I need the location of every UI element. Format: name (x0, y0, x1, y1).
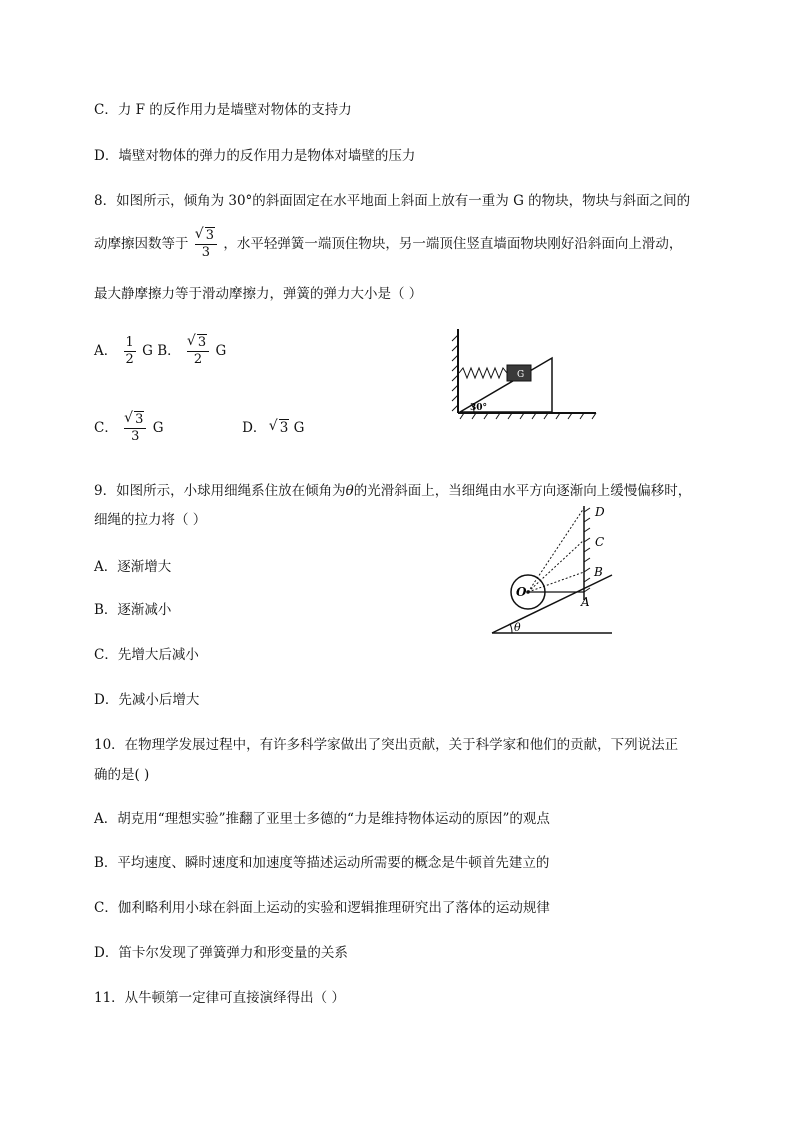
q7-option-d: D．墙壁对物体的弹力的反作用力是物体对墙壁的压力 (94, 148, 416, 164)
q9-stem-line2: 细绳的拉力将（ ） (94, 512, 207, 528)
q8-option-b-fraction: √ $\frac{3}{2}$ (187, 335, 209, 368)
q8-option-d-sqrt: √ 3 (271, 418, 290, 438)
q8-friction-fraction: √ $\frac{3}{3}$ (195, 228, 217, 261)
q8-figure (450, 325, 600, 420)
q8-option-c-fraction: √ $\frac{3}{3}$ (124, 412, 146, 445)
q8-option-c-label: C． (94, 420, 118, 436)
q9-option-d: D．先减小后增大 (94, 692, 200, 708)
q10-stem-line2: 确的是( ) (94, 767, 150, 783)
q8-stem-line3: 最大静摩擦力等于滑动摩擦力，弹簧的弹力大小是（ ） (94, 286, 423, 302)
q7-option-c: C．力 F 的反作用力是墙壁对物体的支持力 (94, 102, 352, 118)
q8-option-b-unit: G (215, 343, 227, 359)
q9-label-o: O (516, 585, 527, 599)
q8-options-ab (94, 335, 226, 368)
q8-text-a: 动摩擦因数等于 (94, 236, 189, 252)
q8-option-d-unit: G (293, 420, 305, 436)
q9-label-b: B (594, 565, 603, 579)
q9-label-c: C (595, 535, 605, 549)
q8-block-label: G (517, 370, 525, 380)
q10-option-b: B．平均速度、瞬时速度和加速度等描述运动所需要的概念是牛顿首先建立的 (94, 855, 550, 871)
q9-label-a: A (581, 595, 590, 609)
q9-label-d: D (595, 505, 605, 519)
q9-option-b: B．逐渐减小 (94, 602, 172, 618)
q8-stem-line2 (94, 228, 682, 261)
q9-option-c: C．先增大后减小 (94, 647, 199, 663)
q8-angle-label: 30° (470, 403, 488, 413)
q11-stem: 11．从牛顿第一定律可直接演绎得出（ ） (94, 990, 345, 1006)
q9-figure (490, 500, 620, 640)
q8-option-c-unit: G (152, 420, 164, 436)
q9-label-theta: θ (514, 621, 521, 634)
q8-option-b-label: G B． (142, 343, 181, 359)
q10-option-a: A．胡克用“理想实验”推翻了亚里士多德的“力是维持物体运动的原因”的观点 (94, 811, 550, 827)
q8-text-b: ，水平轻弹簧一端顶住物块，另一端顶住竖直墙面物块刚好沿斜面向上滑动， (223, 236, 683, 252)
q8-option-d-label: D． (242, 420, 267, 436)
q8-stem-line1: 8．如图所示，倾角为 30°的斜面固定在水平地面上斜面上放有一重为 G 的物块，物块与斜面之间的 (94, 193, 691, 209)
q8-option-a-fraction: $\frac{1}{2}$ (125, 335, 134, 367)
q10-stem-line1: 10．在物理学发展过程中，有许多科学家做出了突出贡献，关于科学家和他们的贡献，下列说法正 (94, 737, 679, 753)
q9-stem-line1: 9．如图所示，小球用细绳系住放在倾角为θ的光滑斜面上，当细绳由水平方向逐渐向上缓慢偏移时， (94, 483, 692, 499)
q8-option-a-label: A． (94, 343, 118, 359)
q10-option-c: C．伽利略利用小球在斜面上运动的实验和逻辑推理研究出了落体的运动规律 (94, 900, 550, 916)
q9-option-a: A．逐渐增大 (94, 559, 172, 575)
q8-options-cd (94, 412, 304, 445)
q10-option-d: D．笛卡尔发现了弹簧弹力和形变量的关系 (94, 945, 348, 961)
